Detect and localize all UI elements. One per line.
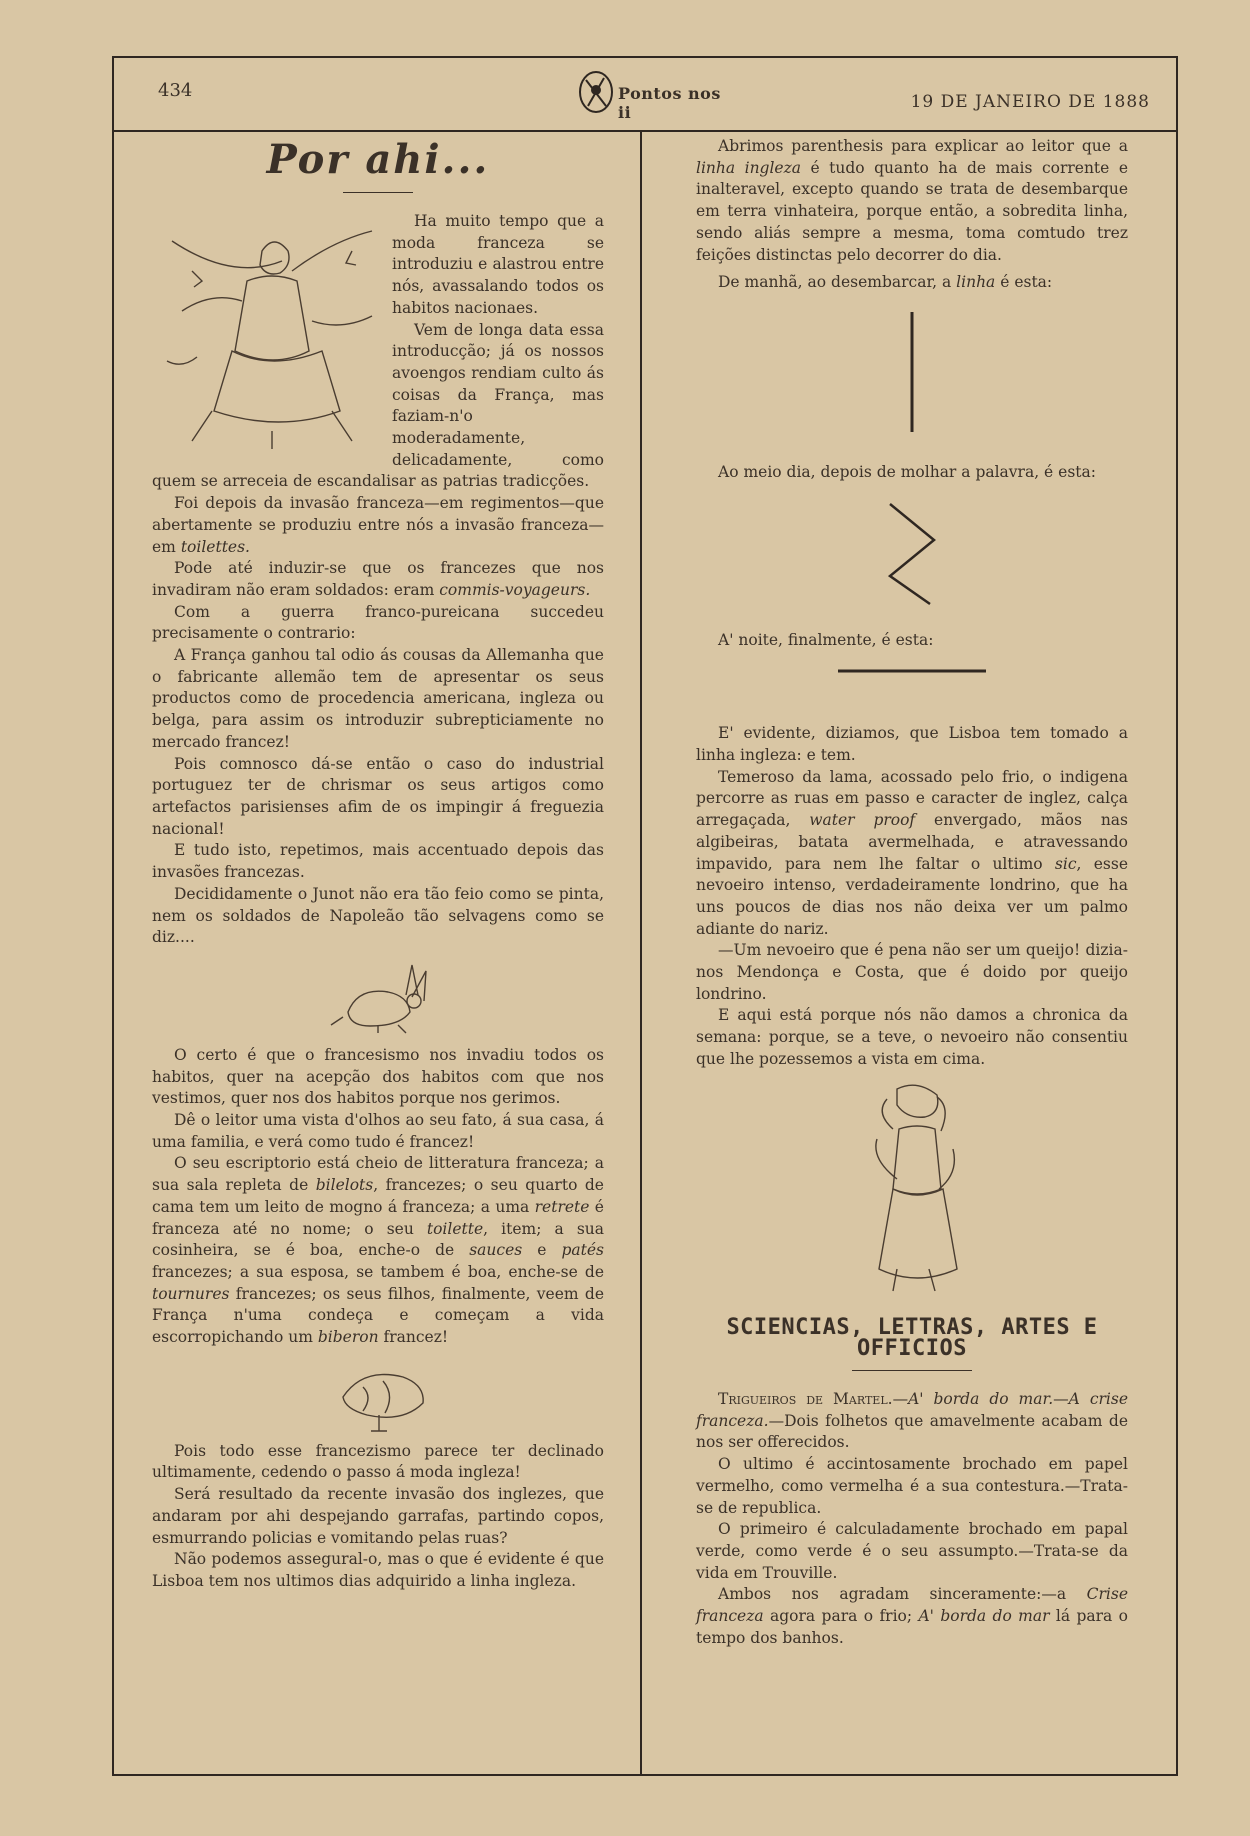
right-paragraph-5: E' evidente, diziamos, que Lisboa tem tomado a linha ingleza: e tem. — [696, 724, 1128, 765]
review-paragraph-1: Trigueiros de Martel.—A' borda do mar.—A crise franceza.—Dois folhetos que amavelmente acabam de nos ser offerecidos. — [696, 1389, 1128, 1452]
paragraph-9: Decididamente o Junot não era tão feio como se pinta, nem os soldados de Napoleão tão selvagens como se diz.... — [152, 884, 604, 947]
paragraph-7: Pois comnosco dá-se então o caso do industrial portuguez ter de chrismar os seus artigos como artefactos parisienses afim de os impingir á freguezia nacional! — [152, 754, 604, 838]
right-paragraph-8: E aqui está porque nós não damos a chronica da semana: porque, se a teve, o nevoeiro não consentiu que lhe pozessemos a vista em cima. — [696, 1006, 1128, 1068]
page-number: 434 — [158, 80, 193, 101]
review-paragraph-4: Ambos nos agradam sinceramente:—a Crise franceza agora para o frio; A' borda do mar lá para o tempo dos banhos. — [696, 1585, 1128, 1647]
section-title: SCIENCIAS, LETTRAS, ARTES E OFFICIOS — [726, 1314, 1098, 1362]
rabbit-illustration — [318, 957, 438, 1037]
paragraph-5: Com a guerra franco-pureicana succedeu precisamente o contrario: — [152, 602, 604, 643]
section-rule — [852, 1370, 972, 1371]
page-header — [114, 58, 1176, 132]
paragraph-12: O seu escriptorio está cheio de litteratura franceza; a sua sala repleta de bilelots, francezes; o seu quarto de cama tem um leito de mogno á franceza; a uma retrete é franceza até no nome; o seu toilette, item; a sua cosinheira, se é boa, enche-o de sauces e patés francezes; a sua esposa, se tambem é boa, enche-se de tournures francezes; os seus filhos, finalmente, veem de França n'uma condeça e começam a vida escorropichando um biberon francez! — [152, 1154, 604, 1347]
zigzag-line-figure — [872, 492, 952, 612]
paragraph-15: Não podemos assegural-o, mas o que é evidente é que Lisboa tem nos ultimos dias adquirido a linha ingleza. — [152, 1550, 604, 1590]
paragraph-10: O certo é que o francesismo nos invadiu todos os habitos, quer na acepção dos habitos com que nos vestimos, quer nos dos habitos porque nos gerimos. — [152, 1045, 604, 1108]
masthead — [576, 66, 736, 122]
paragraph-1: Ha muito tempo que a moda franceza se introduziu e alastrou entre nós, avassalando todos os habitos nacionaes. — [392, 212, 604, 317]
right-paragraph-1: Abrimos parenthesis para explicar ao leitor que a linha ingleza é tudo quanto ha de mais corrente e inalteravel, excepto quando se trata de desembarque em terra vinhateira, porque então, a sobredita linha, sendo aliás sempre a mesma, toma comtudo trez feições distinctas pelo decorrer do dia. — [696, 137, 1128, 264]
right-paragraph-2: De manhã, ao desembarcar, a linha é esta: — [718, 273, 1053, 292]
paragraph-2: Vem de longa data essa introducção; já os nossos avoengos rendiam culto ás coisas da França, mas faziam-n'o moderadamente, delicadamente, como quem se arreceia de escandalisar as patrias tradicções. — [152, 320, 604, 491]
issue-date: 19 DE JANEIRO DE 1888 — [910, 92, 1150, 112]
paragraph-4: Pode até induzir-se que os francezes que nos invadiram não eram soldados: eram commis-voyageurs. — [152, 559, 604, 599]
horizontal-line-figure — [832, 659, 992, 683]
vertical-line-figure — [902, 302, 922, 442]
woman-in-fashion-illustration — [152, 211, 382, 451]
review-paragraph-3: O primeiro é calculadamente brochado em papal verde, como verde é o seu assumpto.—Trata-se da vida em Trouville. — [696, 1520, 1128, 1582]
masthead-logo-icon — [576, 66, 616, 118]
review-paragraph-2: O ultimo é accintosamente brochado em papel vermelho, como vermelha é a sua contestura.—Trata-se de republica. — [696, 1455, 1128, 1517]
title-rule — [343, 192, 413, 193]
paragraph-8: E tudo isto, repetimos, mais accentuado depois das invasões francezas. — [152, 841, 604, 882]
english-woman-illustration — [857, 1079, 967, 1299]
right-paragraph-4: A' noite, finalmente, é esta: — [718, 630, 934, 649]
right-paragraph-7: —Um nevoeiro que é pena não ser um queijo! dizia-nos Mendonça e Costa, que é doido por queijo londrino. — [696, 941, 1128, 1003]
left-column — [152, 136, 604, 1593]
column-divider — [640, 130, 642, 1774]
paragraph-13: Pois todo esse francezismo parece ter declinado ultimamente, cedendo o passo á moda ingleza! — [152, 1441, 604, 1482]
page-frame — [112, 56, 1178, 1776]
masthead-title: Pontos nos ii — [618, 84, 721, 122]
paragraph-6: A França ganhou tal odio ás cousas da Allemanha que o fabricante allemão tem de apresentar os seus productos como de procedencia americana, ingleza ou belga, para assim os introduzir subrepticiamente no mercado francez! — [152, 646, 604, 751]
right-paragraph-3: Ao meio dia, depois de molhar a palavra, é esta: — [718, 462, 1096, 481]
right-paragraph-6: Temeroso da lama, acossado pelo frio, o indigena percorre as ruas em passo e caracter de inglez, calça arregaçada, water proof envergado, mãos nas algibeiras, batata avermelhada, e atravessando impavido, para nem lhe faltar o ultimo sic, esse nevoeiro intenso, verdadeiramente londrino, que ha uns poucos de dias nos não deixa ver um palmo adiante do nariz. — [696, 767, 1128, 938]
bird-vignette-illustration — [323, 1357, 433, 1433]
paragraph-14: Será resultado da recente invasão dos inglezes, que andaram por ahi despejando garrafas, partindo copos, esmurrando policias e vomitando pelas ruas? — [152, 1485, 604, 1547]
article-title: Por ahi... — [266, 136, 490, 183]
right-column — [696, 136, 1128, 1649]
paragraph-11: Dê o leitor uma vista d'olhos ao seu fato, á sua casa, á uma familia, e verá como tudo é francez! — [152, 1111, 604, 1151]
paragraph-3: Foi depois da invasão franceza—em regimentos—que abertamente se produziu entre nós a invasão franceza— em toilettes. — [152, 494, 604, 556]
